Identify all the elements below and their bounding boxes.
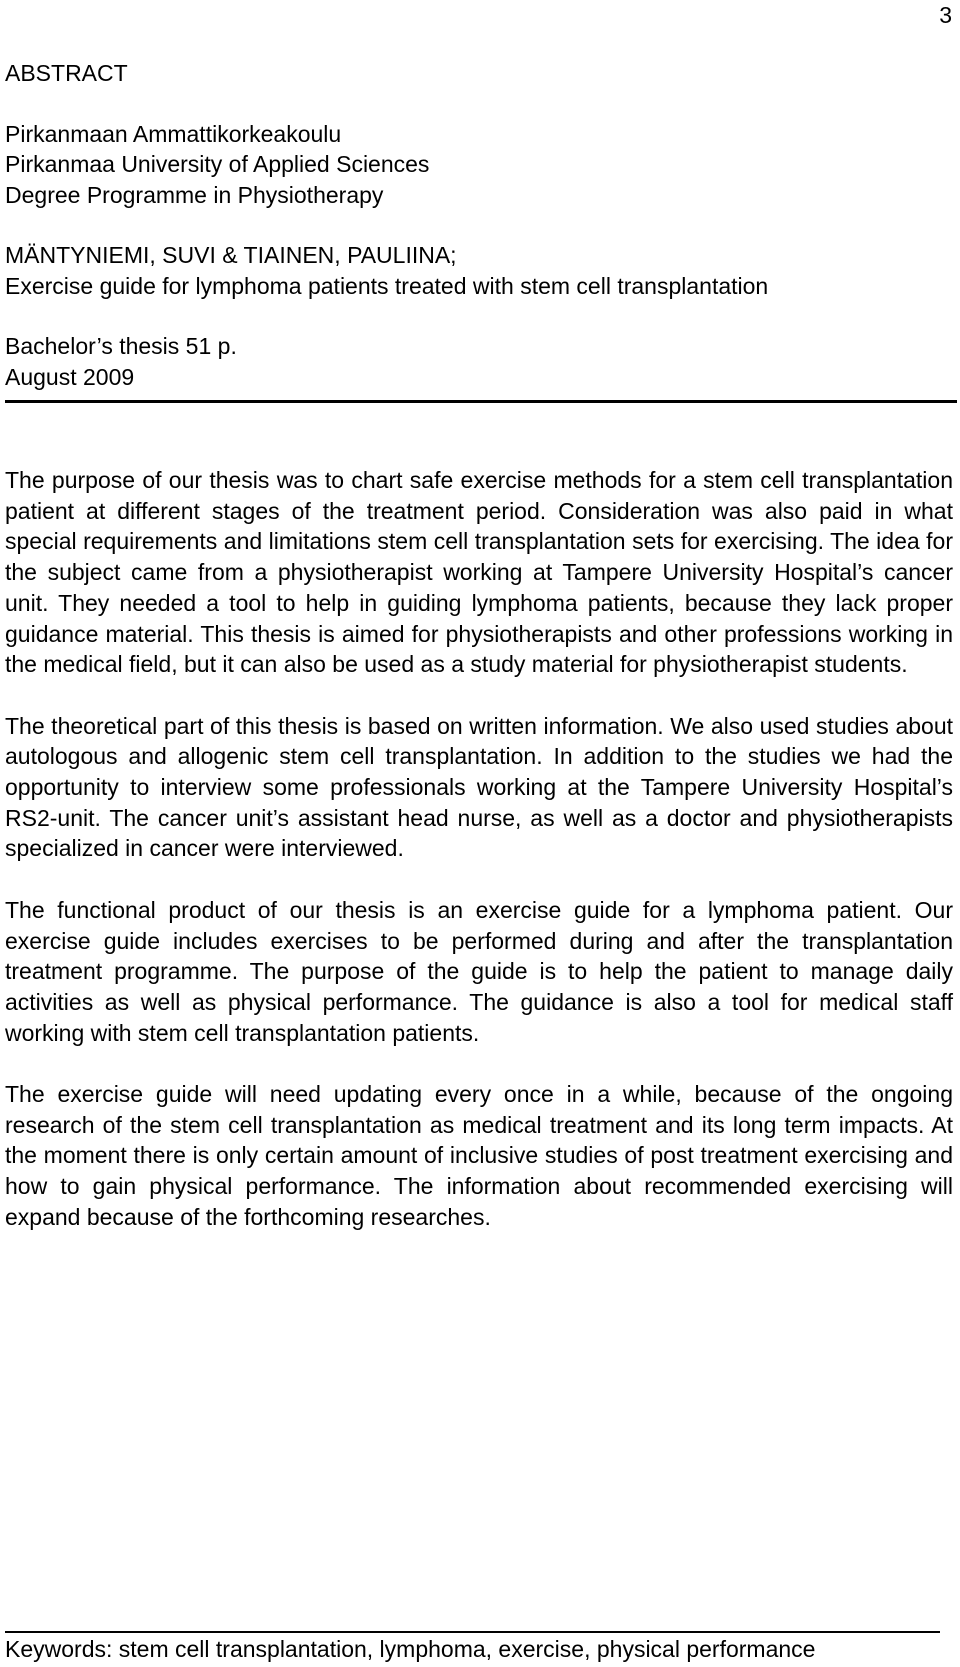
institution-english: Pirkanmaa University of Applied Sciences bbox=[5, 151, 430, 177]
header-divider bbox=[5, 400, 957, 403]
abstract-header bbox=[5, 58, 953, 392]
paragraph-product: The functional product of our thesis is an exercise guide for a lymphoma patient. Our exercise guide includes exercises to be performed during and after the transplantation treatment programme. The purpose of the guide is to help the patient to manage daily activities as well as physical performance. The guidance is also a tool for medical staff working with stem cell transplantation patients. bbox=[5, 896, 953, 1046]
paragraph-purpose: The purpose of our thesis was to chart safe exercise methods for a stem cell transplantation patient at different stages of the treatment period. Consideration was also paid in what special requirements and limitations stem cell transplantation sets for exercising. The idea for the subject came from a physiotherapist working at Tampere University Hospital’s cancer unit. They needed a tool to help in guiding lymphoma patients, because they lack proper guidance material. This thesis is aimed for physiotherapists and other professions working in the medical field, but it can also be used as a study material for physiotherapist students. bbox=[5, 467, 953, 678]
thesis-type: Bachelor’s thesis 51 p. bbox=[5, 333, 237, 359]
paragraph-updating: The exercise guide will need updating every once in a while, because of the ongoing research of the stem cell transplantation as medical treatment and its long term impacts. At the moment there is only certain amount of inclusive studies of post treatment exercising and how to gain physical performance. The information about recommended exercising will expand because of the forthcoming researches. bbox=[5, 1081, 953, 1230]
abstract-body bbox=[5, 465, 953, 1263]
authors: MÄNTYNIEMI, SUVI & TIAINEN, PAULIINA; bbox=[5, 242, 457, 268]
degree-programme: Degree Programme in Physiotherapy bbox=[5, 181, 384, 208]
abstract-title: ABSTRACT bbox=[5, 60, 128, 86]
thesis-title: Exercise guide for lymphoma patients treated with stem cell transplantation bbox=[5, 272, 769, 299]
keywords-divider bbox=[5, 1631, 940, 1633]
page-number: 3 bbox=[939, 2, 952, 28]
thesis-date: August 2009 bbox=[5, 363, 135, 390]
paragraph-theory: The theoretical part of this thesis is based on written information. We also used studies about autologous and allogenic stem cell transplantation. In addition to the studies we had the opportunity to interview some professionals working at the Tampere University Hospital’s RS2-unit. The cancer unit’s assistant head nurse, as well as a doctor and physiotherapists specialized in cancer were interviewed. bbox=[5, 712, 953, 862]
keywords: Keywords: stem cell transplantation, lymphoma, exercise, physical performance bbox=[5, 1636, 816, 1662]
institution-finnish: Pirkanmaan Ammattikorkeakoulu bbox=[5, 120, 342, 147]
